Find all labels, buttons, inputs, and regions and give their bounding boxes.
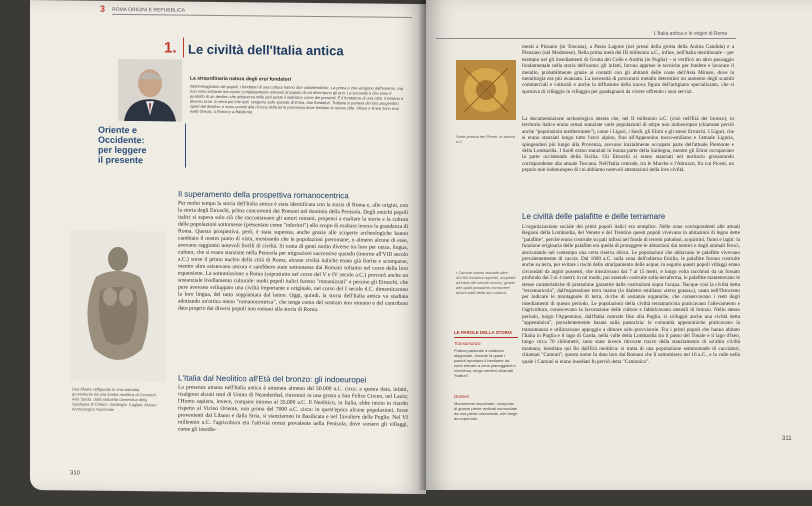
glossary-title: LE PAROLE DELLA STORIA [454,330,513,335]
statue-caption: Dea Madre raffigurata in una statuetta proveniente da una tomba neolitica di Cerveteri. Arte Sarda, dalla statuetta domestica della Sardegna di Cefano. Zardinghi, Cagliari, Museo Archeologico Nazionale. [72,386,157,412]
left-page-number: 310 [70,470,81,477]
section-2-text: La presenza umana nell'Italia antica è attestata almeno dal 50.000 a.C. circa: a questa data, infatti, risalgono alcuni resti di Uomo di Neanderthal, rinvenuti in una grotta a San Felice Circeo, nel Lazio; l'Homo sapiens, invece, compare intorno al 35.000 a.C. Il Neolitico, in Italia, ebbe inizio in ritardo rispetto al Vicino Oriente, non prima del 7000 a.C. circa: in quest'epoca alcune popolazioni, forse provenienti dal Libano e dalla Siria, si stanziarono in Basilicata e nel Tavoliere delle Puglie. Nel VI millennio a.C. l'agricoltura era l'attività ormai prevalente nella Penisola, dove sorsero gli villaggi, come gli insedia- [178,384,408,433]
glossary-def-1: Pratica pastorale a cadenza stagionale, durante la quale i pastori spostano il bestiame da zone elevate a zone pianeggianti e viceversa, lungo sentieri chiamati "tratturi". [454,348,516,378]
right-intro-text: menti a Pinzano (in Toscana), a Passo Lagone (nei pressi della grotta della Anima Candida) e a Pienzano (nel Modenese). Nella prima metà del III millennio a.C., infine, nell'Italia meridionale – per esempio nei gli insediamenti di Grotta del Colle e Andria (in Puglia) – si verificò un altro passaggio fondamentale nella storia dell'uomo: gli infatti, furono apprese le tecniche per fondere e lavorare il metallo, probabilmente grazie ai contatti con gli abitanti delle coste dell'Asia Minore, dove la metallurgia era più avanzata. La necessità di procurarsi metallo determinò un aumento degli scambi commerciali e culturali e anche la diffusione della nuova figura dell'artigiano specializzato, che si spostava di villaggio in villaggio per guadagnarsi da vivere offrendo i suoi servizi. [522,44,734,95]
side-heading [98,125,147,166]
header-rule [112,14,412,18]
side-heading-line-3: per leggere [98,144,147,156]
section-1-text: Per molto tempo la storia dell'Italia antica è stata identificata con la storia di Roma e, alle origini, con la storia degli Etruschi, prima concorrenti dei Romani nel dominio della Penisola. Degli antichi popoli italici si sapeva solo ciò che raccontavano gli autori romani, propensi a esaltare la storia e la cultura delle popolazioni sottomesse (presentate come "inferiori") allo scopo di esaltare invece la grandezza di Roma. Questa prospettiva, però, è stata superata, anche grazie alle scoperte archeologiche hanno cambiato il nostro punto di vista, mostrando che le popolazioni preromane, o almeno alcune di esse, avevano raggiunto notevoli livelli di civiltà. Si tratta di genti molto diverse tra loro per razza, lingua, cultura, che si erano stanziate nella Penisola per migrazioni successive quando (intorno all'VIII secolo a.C.) sorse il primo nucleo della città di Roma, alcune civiltà italiche erano già fiorite e scomparse, mentre altre esistevano ancora e sarebbero state sottomesse dai Romani soltanto nel corso della loro espansione. La sottomissione a Roma (soprattutto nel corso del V e IV secolo a.C.) provocò anche un sostanziale livellamento culturale: molti popoli italici furono "romanizzati" e persino gli Etruschi, che pure avevano sviluppato una civiltà importante e originale, nel corso del I secolo d.C. dimenticarono la loro lingua, del tutto soppiantata dal latino. Oggi, quindi, la storia dell'Italia antica va studiata adottando un'ottica meno "romanocentrica", che tenga conto del sostrato non romano e del contributo dato proprio dai diversi popoli non romani alla storia di Roma. [178,200,408,314]
glossary-term-1: Transumanza [454,341,481,346]
right-column-text: La documentazione archeologica attesta che, nel II millennio a.C. (cioè nell'Età del bronzo), in territorio italico erano ormai stanziate varie popolazioni di stirpe non indoeuropea (chiamate perciò anche "popolazioni mediterranee"), come i Liguri, i Sardi, gli Elimi e gli stessi Etruschi. I Liguri, che si erano stanziati lungo tutto l'arco alpino, fino all'Appennino tosco-emiliano e l'attuale Liguria, spingendosi più lungo alla Provenza, avevano inizialmente occupato parte dell'attuale Piemonte e della Lombardia. I Sardi erano stanziati in buona parte della Sardegna, mentre gli Elimi occupavano la parte occidentale della Sicilia. Gli Etruschi si erano stanziati nel territorio grossomodo corrispondente alla attuale Toscana. Nell'Italia centrale, tra le Marche e l'Abruzzo, fra cui Piceni, un popolo non indoeuropeo di cui abbiamo notevoli attestazioni della loro civiltà. [522,116,734,174]
author-portrait [118,59,182,122]
section-1-title: Il superamento della prospettiva romanocentrica [178,189,349,201]
chapter-number: 3 [100,3,106,14]
open-book [8,0,812,506]
page-title: Le civiltà dell'Italia antica [188,41,344,59]
palafitte-section-text: L'organizzazione sociale dei primi popoli italici era semplice. Nelle zone corrispondenti alle attuali Regioni della Lombardia, del Veneto e del Trentino questi popoli vivevano in abitazioni di legno dette "palafitte", perché erano costruite su pali infissi nel fondo di terreni paludosi, acquitrini, fiumi e laghi: la funzione originaria delle palafitte era quella di proteggere le abitazioni dai nemici e dagli animali feroci, assicurando nel contempo una certa riserva idrica. Le popolazioni che abitavano le palafitte vivevano prevalentemente di caccia. Dal 1600 a.C. sulla zona dell'odierna Emilia, le palafitte furono costruite anche su terra, per evitare i rischi dello straripamento delle acque; in seguito questi popoli villaggi erano circondati da argini possenti, che misuravano dai 7 ai 15 metri, e lungo volta racchiusi da un fossato profondo dai 3 ai 4 metri; in tal modo, pur essendo costruite sulla terraferma, le palafitte mantenevano le stesse caratteristiche di protezione garantite dalle costruzioni sopra l'acqua. Nacque così la civiltà detta "terramaricola", dall'espressione terra marna (in dialetto emiliano «terra grassa»), usata nell'Ottocento per indicare le montagnole di terra, ricche di sostanze organiche, che conservavano i resti degli insediamenti di questo periodo. Le popolazioni della civiltà terramaricola praticavano l'allevamento e l'agricoltura, conoscevano la lavorazione delle culture e fabbricavano utensili di bronzo. Nello stesso periodo, lungo l'Appennino, dall'Italia centrale fino alla Puglia, si sviluppò anche una civiltà detta "appenninica", prevalentemente basata sulla pastorizia: le comunità appenniniche praticavano la transumanza e utilizzavano appoggio a dimore solo provvisorie. Fra i primi popoli che hanno abitato l'Italia in Puglia e il lago di Garda, nella valle della Lombardia tra il passo del Tonale e il lago d'Iseo, lungo circa 70 chilometri, sono state invece ritrovate tracce della stanziamento di un'altra civiltà montana, insediata qui fin dall'Età neolitica: si tratta di una popolazione seminomade di cacciatori, chiamati "Camuni", questo nome fu dato loro dai Romani che li sottomisero nel 16 a.C., e la valle nella quale i Camuni si erano insediati fu perciò detta "Camonica". [522,224,740,365]
glossary-term-2: Dolmen [454,394,470,399]
right-header-rule [436,38,736,39]
side-heading-line-1: Oriente e [98,124,138,136]
glossary-rule [454,337,518,338]
section-number: 1. [164,39,177,57]
intro-text: Nell'immaginario dei popoli, i fondatori di una cultura hanno due caratteristiche. La prima è che vengono dall'esterno, ma non sono estranei ma esseri completamente estranei al popolo di cui diverranno gli eroi. La seconda è che sono il prodotto di un destino che attraversa mille peri peste il individuo come dei presenti. È il fondatore di una città, il lontano e diverso eroe. In terra più che tutti, vengono sulle sponde di Enea, due fondatori. Tuttavia si parlava dei loro progenitori, spinti dal destino, e sono uomini alla ricerca della terra promessa dove fondare la nuova città. Ulisse e Enea sono eroi, nella Grecia, a Roma e a Babilonia. [190,83,404,115]
picene-artifact-image [456,60,516,120]
title-accent [183,38,184,58]
left-page [30,0,426,494]
right-running-header: L'Italia antica e le origini di Roma [654,31,728,37]
margin-note-top: Sede poema dei Piceni, in secolo a.C. [456,134,516,144]
margin-note-mid: I Camuni hanno lasciato oltre 40.000 incisioni rupestri, scoperte all'inizio del secolo scorso, grazie alle quali possiamo conoscere alcuni tratti della loro cultura. [456,270,516,295]
right-page-number: 311 [782,436,792,442]
side-heading-line-4: il presente [98,154,144,166]
intro-heading: La straordinaria natura degli eroi fondatori [190,75,292,83]
glossary-def-2: Monumento sepolcrale, composto di grosse pietre verticali sormontate da una pietra orizzontale, che funge da coperchio. [454,401,518,421]
side-heading-line-2: Occidente: [98,134,145,146]
running-header: ROMA ORIGINI E REPUBBLICA [112,6,186,14]
section-2-title: L'Italia dal Neolitico all'Età del bronzo: gli indoeuropei [178,373,367,385]
side-divider [185,124,186,168]
right-page [426,0,812,490]
palafitte-section-title: Le civiltà delle palafitte e delle terramare [522,212,666,221]
mother-goddess-statue-image [70,230,166,381]
